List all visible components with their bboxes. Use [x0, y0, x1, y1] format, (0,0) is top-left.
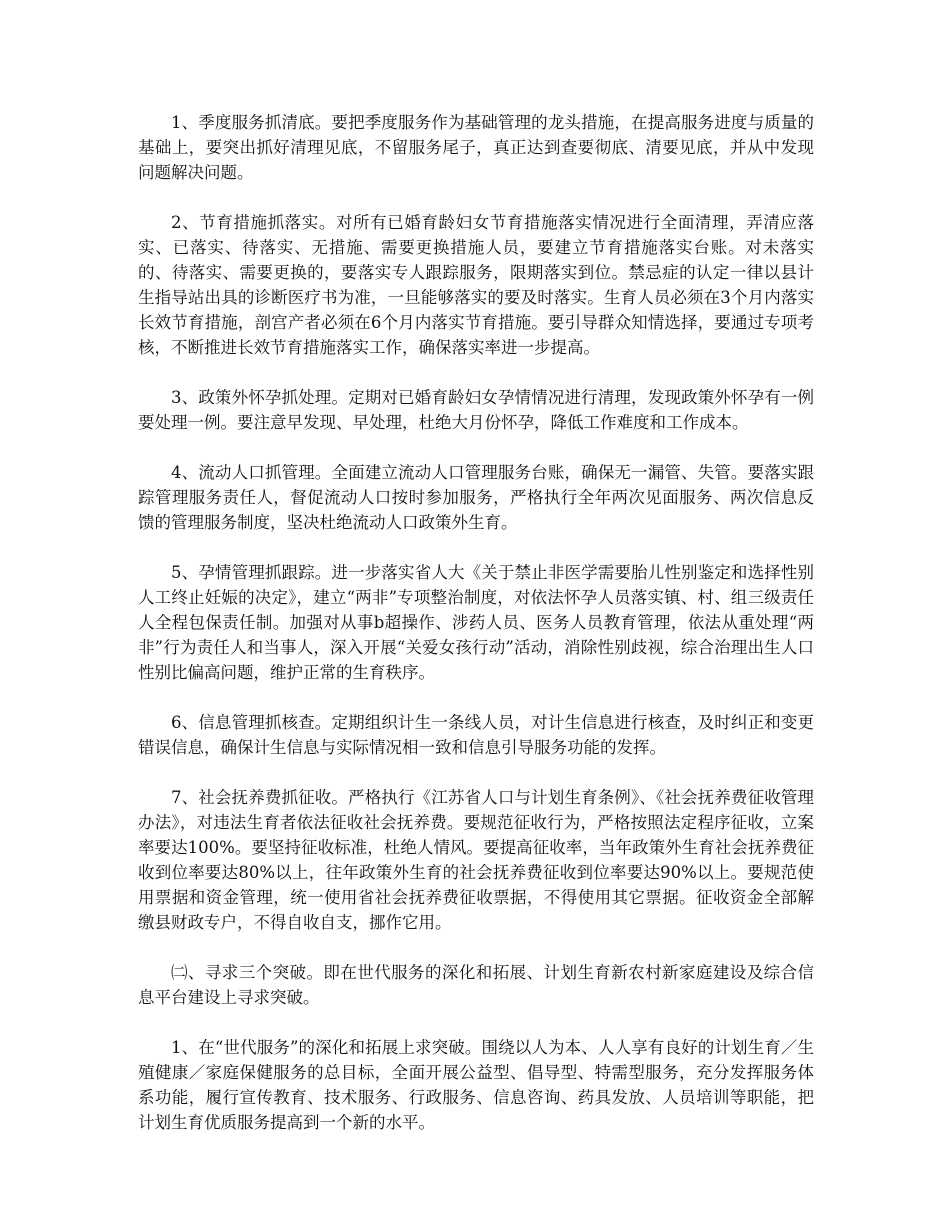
paragraph-information-check: 6、信息管理抓核查。定期组织计生一条线人员，对计生信息进行核查，及时纠正和变更错误信息，确保计生信息与实际情况相一致和信息引导服务功能的发挥。: [138, 713, 814, 757]
paragraph-floating-population: 4、流动人口抓管理。全面建立流动人口管理服务台账，确保无一漏管、失管。要落实跟踪管理服务责任人，督促流动人口按时参加服务，严格执行全年两次见面服务、两次信息反馈的管理服务制度，坚决杜绝流动人口政策外生育。: [138, 463, 814, 532]
paragraph-pregnancy-tracking: 5、孕情管理抓跟踪。进一步落实省人大《关于禁止非医学需要胎儿性别鉴定和选择性别人工终止妊娠的决定》，建立“两非”专项整治制度，对依法怀孕人员落实镇、村、组三级责任人全程包保责任制。加强对从事b超操作、涉药人员、医务人员教育管理，依法从重处理“两非”行为责任人和当事人，深入开展“关爱女孩行动”活动，消除性别歧视，综合治理出生人口性别比偏高问题，维护正常的生育秩序。: [138, 563, 814, 682]
paragraph-contraception-measures: 2、节育措施抓落实。对所有已婚育龄妇女节育措施落实情况进行全面清理，弄清应落实、已落实、待落实、无措施、需要更换措施人员，要建立节育措施落实台账。对未落实的、待落实、需要更换的，要落实专人跟踪服务，限期落实到位。禁忌症的认定一律以县计生指导站出具的诊断医疗书为准，一旦能够落实的要及时落实。生育人员必须在3个月内落实长效节育措施，剖宫产者必须在6个月内落实节育措施。要引导群众知情选择，要通过专项考核，不断推进长效节育措施落实工作，确保落实率进一步提高。: [138, 213, 814, 357]
paragraph-season-service: 1、季度服务抓清底。要把季度服务作为基础管理的龙头措施，在提高服务进度与质量的基础上，要突出抓好清理见底，不留服务尾子，真正达到查要彻底、清要见底，并从中发现问题解决问题。: [138, 113, 814, 182]
paragraph-generational-service: 1、在“世代服务”的深化和拓展上求突破。围绕以人为本、人人享有良好的计划生育／生殖健康／家庭保健服务的总目标，全面开展公益型、倡导型、特需型服务，充分发挥服务体系功能，履行宣传教育、技术服务、行政服务、信息咨询、药具发放、人员培训等职能，把计划生育优质服务提高到一个新的水平。: [138, 1038, 814, 1132]
paragraph-out-of-policy-pregnancy: 3、政策外怀孕抓处理。定期对已婚育龄妇女孕情情况进行清理，发现政策外怀孕有一例要处理一例。要注意早发现、早处理，杜绝大月份怀孕，降低工作难度和工作成本。: [138, 388, 814, 432]
paragraph-three-breakthroughs: ㈡、寻求三个突破。即在世代服务的深化和拓展、计划生育新农村新家庭建设及综合信息平台建设上寻求突破。: [138, 963, 814, 1007]
document-body: [138, 110, 814, 1135]
paragraph-social-support-fee: 7、社会抚养费抓征收。严格执行《江苏省人口与计划生育条例》、《社会抚养费征收管理办法》，对违法生育者依法征收社会抚养费。要规范征收行为，严格按照法定程序征收，立案率要达100%。要坚持征收标准，杜绝人情风。要提高征收率，当年政策外生育社会抚养费征收到位率要达80%以上，往年政策外生育的社会抚养费征收到位率要达90%以上。要规范使用票据和资金管理，统一使用省社会抚养费征收票据，不得使用其它票据。征收资金全部解缴县财政专户，不得自收自支，挪作它用。: [138, 788, 814, 932]
